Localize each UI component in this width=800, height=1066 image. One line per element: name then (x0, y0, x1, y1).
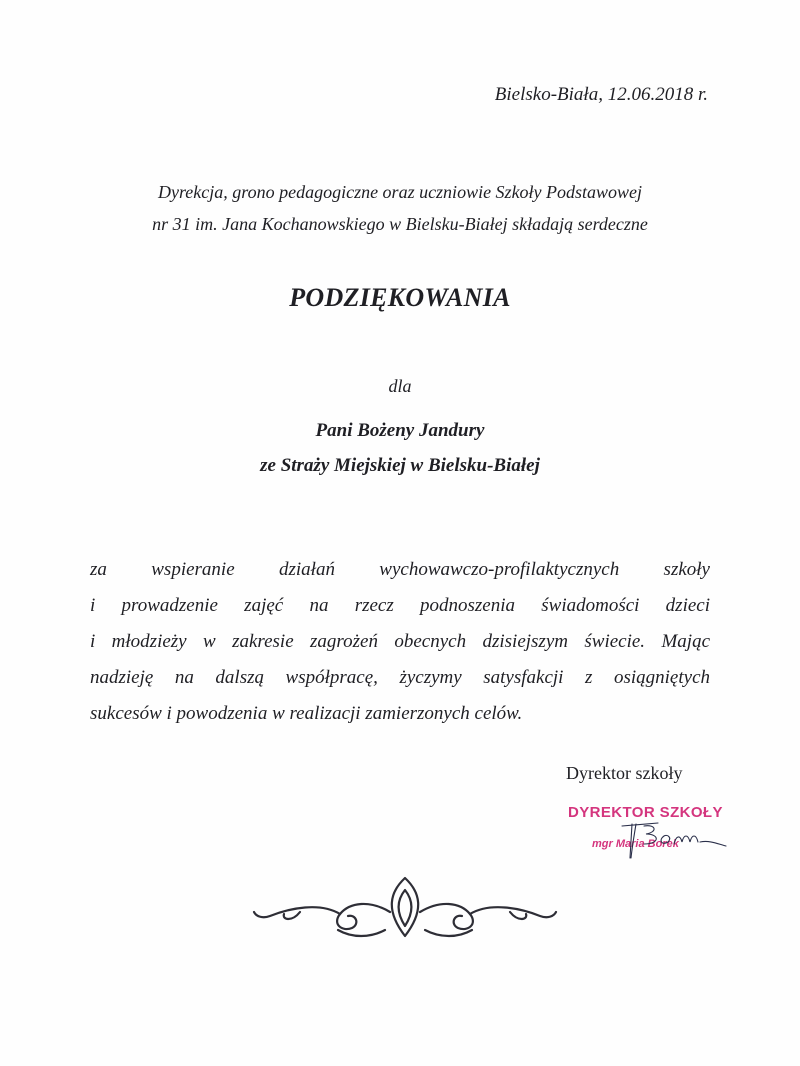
flourish-ornament-icon (240, 872, 570, 944)
recipient-block (0, 413, 800, 483)
date-line: Bielsko-Biała, 12.06.2018 r. (494, 84, 708, 105)
for-word: dla (388, 376, 412, 396)
body-line: sukcesów i powodzenia w realizacji zamierzonych celów. (90, 703, 523, 724)
stamp-title: DYREKTOR SZKOŁY (568, 804, 723, 821)
intro-paragraph (60, 176, 740, 240)
intro-line: Dyrekcja, grono pedagogiczne oraz uczniowie Szkoły Podstawowej (157, 182, 643, 202)
document-title: PODZIĘKOWANIA (289, 283, 511, 312)
body-line: i prowadzenie zajęć na rzecz podnoszenia świadomości dzieci (90, 595, 710, 616)
body-paragraph (90, 552, 710, 732)
stamp-name: mgr Maria Borek (592, 838, 679, 850)
body-line: za wspieranie działań wychowawczo-profilaktycznych szkoły (90, 559, 710, 580)
handwritten-signature-icon (560, 804, 735, 864)
intro-line: nr 31 im. Jana Kochanowskiego w Bielsku-Białej składają serdeczne (152, 214, 648, 234)
recipient-organization: ze Straży Miejskiej w Bielsku-Białej (260, 455, 540, 476)
body-line: nadzieję na dalszą współpracę, życzymy satysfakcji z osiągniętych (90, 667, 710, 688)
signatory-role: Dyrektor szkoły (566, 763, 683, 783)
recipient-name: Pani Bożeny Jandury (315, 420, 485, 441)
director-stamp (560, 804, 735, 864)
body-line: i młodzieży w zakresie zagrożeń obecnych dzisiejszym świecie. Mając (90, 631, 710, 652)
